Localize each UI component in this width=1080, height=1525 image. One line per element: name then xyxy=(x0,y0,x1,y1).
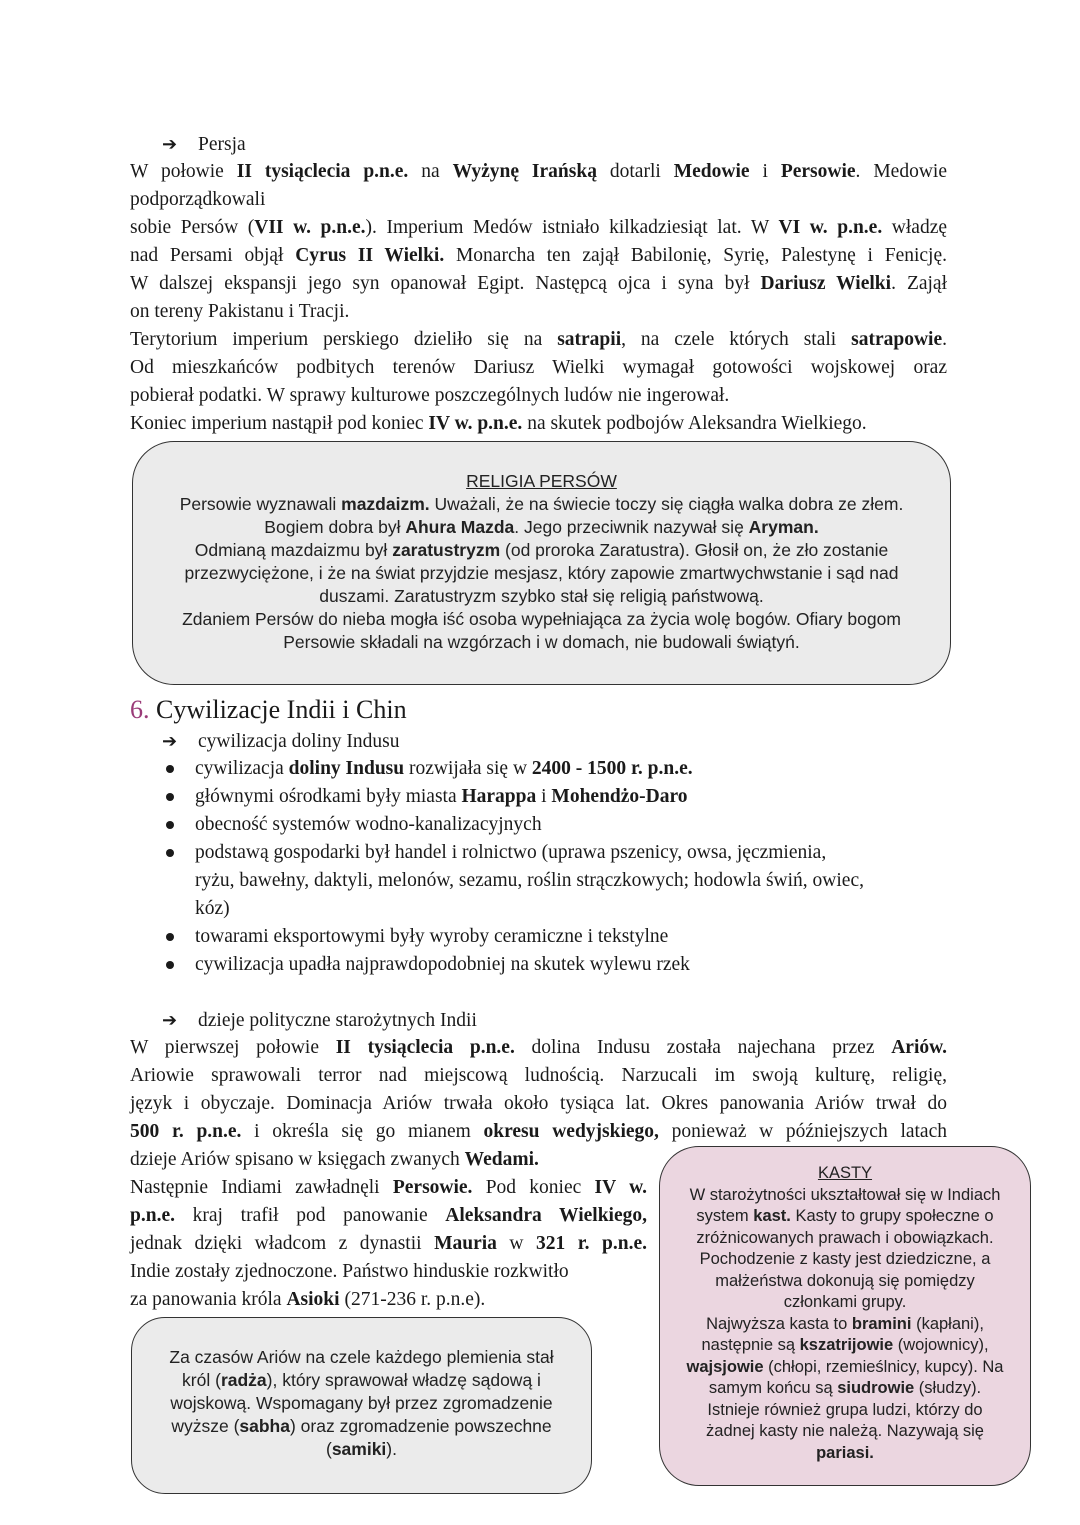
text-run: (od proroka Zaratustra). Głosił on, że zło zostanie xyxy=(500,540,889,560)
text-line xyxy=(130,214,947,242)
text-run: następnie są xyxy=(701,1336,800,1354)
bold-text: II tysiąclecia p.n.e. xyxy=(236,161,409,182)
box-line xyxy=(131,1392,592,1415)
box-line xyxy=(659,1400,1031,1422)
text-run: (wojownicy), xyxy=(893,1336,989,1354)
bold-text: siudrowie xyxy=(837,1379,915,1397)
bold-text: bramini xyxy=(851,1314,912,1333)
text-run: rozwijała się w xyxy=(404,758,532,779)
text-run: kóz) xyxy=(195,898,230,919)
text-run: Uważali, że na świecie toczy się ciągła walka dobra ze złem. xyxy=(429,494,904,514)
text-line xyxy=(130,326,947,354)
persia-heading xyxy=(162,130,246,159)
box-line xyxy=(132,539,951,562)
text-run: Bogiem dobra był xyxy=(264,517,406,537)
text-run: na skutek podbojów Aleksandra Wielkiego. xyxy=(522,413,867,434)
text-run: podstawą gospodarki był handel i rolnictwo (uprawa pszenicy, owsa, jęczmienia, xyxy=(195,842,827,863)
box-line xyxy=(132,585,951,608)
text-run: wyższe ( xyxy=(171,1416,240,1436)
text-run: W starożytności ukształtował się w Indiach xyxy=(689,1185,1001,1204)
text-run: przezwyciężone, i że na świat przyjdzie mesjasz, który zapowie zmartwychwstanie i sąd nad xyxy=(184,563,899,583)
text-run: samym końcu są xyxy=(708,1379,838,1397)
bold-text: p.n.e. xyxy=(130,1205,175,1226)
text-run: dotarli xyxy=(596,161,674,182)
bold-text: 2400 - 1500 r. p.n.e. xyxy=(531,758,693,779)
text-line xyxy=(130,242,947,270)
bold-text: VI w. p.n.e. xyxy=(778,217,883,238)
text-run: Pod koniec xyxy=(472,1177,595,1198)
text-run: . Zajął xyxy=(891,273,948,294)
text-run: Ariowie sprawowali terror nad miejscową ludnością. Narzucali im swoją kulturę, religię, xyxy=(130,1065,947,1086)
text-run: Indie zostały zjednoczone. Państwo hinduskie rozkwitło xyxy=(130,1261,569,1282)
text-run: język i obyczaje. Dominacja Ariów trwała około tysiąca lat. Okres panowania Ariów trwał do xyxy=(130,1093,947,1114)
text-line xyxy=(130,1286,485,1314)
text-run: Persowie składali na wzgórzach i w domach, nie budowali świątyń. xyxy=(283,632,800,652)
text-run: za panowania króla xyxy=(130,1289,287,1310)
text-line xyxy=(130,1202,647,1230)
text-line xyxy=(130,354,947,382)
bold-text: mazdaizm. xyxy=(341,494,430,514)
text-run: podporządkowali xyxy=(130,189,266,210)
text-line xyxy=(130,1146,539,1174)
text-run: pobierał podatki. W sprawy kulturowe poszczególnych ludów nie ingerował. xyxy=(130,385,730,406)
arrow-icon: ➔ xyxy=(162,731,178,751)
box-line xyxy=(659,1335,1031,1357)
text-run: Najwyższa kasta to xyxy=(706,1314,852,1333)
bold-text: kszatrijowie xyxy=(799,1336,894,1354)
text-line xyxy=(130,298,349,326)
text-run: ). xyxy=(386,1439,397,1459)
bold-text: Harappa xyxy=(461,786,537,807)
text-run: w xyxy=(496,1233,536,1254)
arrow-icon: ➔ xyxy=(162,1010,178,1030)
box-line xyxy=(131,1369,592,1392)
text-run: ryżu, bawełny, daktyli, melonów, sezamu, roślin strączkowych; hodowla świń, owiec, xyxy=(195,870,864,891)
bold-text: Asioki xyxy=(286,1289,340,1310)
list-item xyxy=(195,923,668,951)
text-run: W połowie xyxy=(130,161,237,182)
text-line xyxy=(130,186,265,214)
text-line xyxy=(130,1230,647,1258)
text-run: żadnej kasty nie należą. Nazywają się xyxy=(706,1422,984,1440)
text-run: Odmianą mazdaizmu był xyxy=(194,540,393,560)
text-run: on tereny Pakistanu i Tracji. xyxy=(130,301,350,322)
bold-text: 500 r. p.n.e. xyxy=(130,1121,242,1142)
box-line xyxy=(659,1206,1031,1228)
section-heading xyxy=(130,693,407,727)
bold-text: Aleksandra Wielkiego, xyxy=(445,1205,647,1226)
box-line xyxy=(659,1249,1031,1271)
bold-text: wajsjowie xyxy=(686,1357,764,1376)
persia-heading-text: Persja xyxy=(198,134,246,155)
bold-text: Dariusz Wielki xyxy=(760,273,892,294)
text-run: cywilizacja xyxy=(195,758,289,779)
bullet-icon xyxy=(166,821,174,829)
text-line xyxy=(130,1090,947,1118)
text-run: głównymi ośrodkami były miasta xyxy=(195,786,462,807)
box-line xyxy=(132,608,951,631)
text-run: W dalszej ekspansji jego syn opanował Egipt. Następcą ojca i syna był xyxy=(130,273,761,294)
text-run: Zdaniem Persów do nieba mogła iść osoba wypełniająca za życia wolę bogów. Ofiary bogom xyxy=(182,609,901,629)
text-run: ( xyxy=(325,1439,332,1459)
text-run: . xyxy=(942,329,947,350)
bold-text: sabha xyxy=(239,1416,290,1436)
text-run: (słudzy). xyxy=(914,1379,982,1397)
bold-text: zaratustryzm xyxy=(392,540,501,560)
text-run: (kapłani), xyxy=(911,1314,984,1333)
text-run: . Medowie xyxy=(855,161,947,182)
text-run: (chłopi, rzemieślnicy, kupcy). Na xyxy=(763,1357,1004,1376)
text-run: W pierwszej połowie xyxy=(130,1037,336,1058)
religion-box-title: RELIGIA PERSÓW xyxy=(466,471,617,491)
bold-text: Ariów. xyxy=(891,1037,947,1058)
list-item xyxy=(195,951,690,979)
box-line xyxy=(659,1185,1031,1207)
text-line xyxy=(130,1062,947,1090)
text-run: ). Imperium Medów istniało kilkadziesiąt lat. W xyxy=(365,217,779,238)
religion-box-content xyxy=(132,470,951,654)
list-item-continuation xyxy=(195,867,864,895)
castes-box-content xyxy=(659,1163,1031,1464)
text-run: Od mieszkańców podbitych terenów Dariusz Wielki wymagał gotowości wojskowej oraz xyxy=(130,357,947,378)
text-run: członkami grupy. xyxy=(783,1293,907,1311)
bold-text: Aryman. xyxy=(748,517,819,537)
bold-text: VII w. p.n.e. xyxy=(254,217,366,238)
bold-text: satrapowie xyxy=(851,329,943,350)
box-line xyxy=(659,1443,1031,1465)
aryans-box-content xyxy=(131,1346,592,1461)
list-item xyxy=(195,755,693,783)
text-run: kraj trafił pod panowanie xyxy=(174,1205,446,1226)
text-run: cywilizacja upadła najprawdopodobniej na skutek wylewu rzek xyxy=(195,954,690,975)
text-run: ponieważ w późniejszych latach xyxy=(658,1121,947,1142)
list-item-continuation xyxy=(195,895,230,923)
bold-text: Mauria xyxy=(434,1233,497,1254)
list-item xyxy=(195,811,542,839)
text-line xyxy=(130,1174,647,1202)
text-run: Koniec imperium nastąpił pod koniec xyxy=(130,413,429,434)
bold-text: Persowie. xyxy=(392,1177,473,1198)
indus-heading-text: cywilizacja doliny Indusu xyxy=(198,731,400,752)
text-line xyxy=(130,382,729,410)
text-run: król ( xyxy=(182,1370,221,1390)
bold-text: Cyrus II Wielki. xyxy=(295,245,445,266)
indus-heading xyxy=(162,727,399,756)
bullet-icon xyxy=(166,933,174,941)
text-run: Następnie Indiami zawładnęli xyxy=(130,1177,393,1198)
text-run: Pochodzenie z kasty jest dziedziczne, a xyxy=(699,1250,991,1268)
box-line xyxy=(131,1438,592,1461)
text-run: dzieje Ariów spisano w księgach zwanych xyxy=(130,1149,465,1170)
text-run: . Jego przeciwnik nazywał się xyxy=(514,517,749,537)
bullet-icon xyxy=(166,793,174,801)
text-run: ) oraz zgromadzenie powszechne xyxy=(289,1416,552,1436)
text-run: duszami. Zaratustryzm szybko stał się religią państwową. xyxy=(319,586,764,606)
text-run: Monarcha ten zajął Babilonię, Syrię, Palestynę i Fenicję. xyxy=(444,245,947,266)
bold-text: Medowie xyxy=(673,161,750,182)
box-line xyxy=(659,1357,1031,1379)
text-line xyxy=(130,270,947,298)
text-run: (271-236 r. p.n.e). xyxy=(339,1289,486,1310)
text-run: na xyxy=(408,161,453,182)
text-run: wojskową. Wspomagany był przez zgromadzenie xyxy=(170,1393,553,1413)
text-line xyxy=(130,1258,569,1286)
box-line xyxy=(659,1378,1031,1400)
text-run: władzę xyxy=(882,217,948,238)
bold-text: radża xyxy=(220,1370,267,1390)
bold-text: 321 r. p.n.e. xyxy=(536,1233,647,1254)
text-run: i xyxy=(536,786,552,807)
bold-text: kast. xyxy=(753,1207,791,1225)
politics-heading-text: dzieje polityczne starożytnych Indii xyxy=(198,1010,477,1031)
castes-box-title: KASTY xyxy=(817,1164,873,1182)
bold-text: II tysiąclecia p.n.e. xyxy=(335,1037,515,1058)
text-run: i określa się go mianem xyxy=(241,1121,484,1142)
box-line xyxy=(132,516,951,539)
bold-text: Wyżynę Irańską xyxy=(452,161,597,182)
box-line xyxy=(659,1271,1031,1293)
text-line xyxy=(130,158,947,186)
text-line xyxy=(130,1118,947,1146)
section-title: Cywilizacje Indii i Chin xyxy=(156,695,407,724)
bullet-icon xyxy=(166,849,174,857)
box-line xyxy=(131,1346,592,1369)
section-number: 6. xyxy=(130,695,150,724)
text-run: ), który sprawował władzę sądową i xyxy=(266,1370,541,1390)
text-run: , na czele których stali xyxy=(621,329,852,350)
bold-text: doliny Indusu xyxy=(288,758,405,779)
bold-text: samiki xyxy=(331,1439,387,1459)
list-item xyxy=(195,783,688,811)
text-run: system xyxy=(696,1207,754,1225)
text-run: Terytorium imperium perskiego dzieliło się na xyxy=(130,329,558,350)
box-line xyxy=(659,1314,1031,1336)
bold-text: Mohendżo-Daro xyxy=(551,786,688,807)
text-run: obecność systemów wodno-kanalizacyjnych xyxy=(195,814,542,835)
text-line xyxy=(130,1034,947,1062)
bold-text: IV w. p.n.e. xyxy=(428,413,523,434)
bold-text: okresu wedyjskiego, xyxy=(483,1121,659,1142)
box-line xyxy=(132,562,951,585)
text-run: i xyxy=(749,161,781,182)
box-line xyxy=(131,1415,592,1438)
text-run: sobie Persów ( xyxy=(130,217,255,238)
text-run: małżeństwa dokonują się pomiędzy xyxy=(715,1271,975,1290)
text-run: jednak dzięki władcom z dynastii xyxy=(130,1233,435,1254)
politics-heading xyxy=(162,1006,477,1035)
text-run: towarami eksportowymi były wyroby ceramiczne i tekstylne xyxy=(195,926,669,947)
box-line xyxy=(132,493,951,516)
bold-text: IV w. xyxy=(594,1177,647,1198)
text-run: zróżnicowanych prawach i obowiązkach. xyxy=(696,1228,994,1247)
box-line xyxy=(659,1421,1031,1443)
text-run: Persowie wyznawali xyxy=(179,494,342,514)
bold-text: Persowie xyxy=(780,161,856,182)
box-line xyxy=(659,1292,1031,1314)
text-run: dolina Indusu została najechana przez xyxy=(514,1037,892,1058)
bullet-icon xyxy=(166,765,174,773)
box-line xyxy=(132,631,951,654)
text-run: nad Persami objął xyxy=(130,245,296,266)
bold-text: pariasi. xyxy=(816,1443,874,1462)
bold-text: satrapii xyxy=(557,329,622,350)
bold-text: Wedami. xyxy=(464,1149,539,1170)
text-run: Istnieje również grupa ludzi, którzy do xyxy=(707,1400,983,1419)
list-item xyxy=(195,839,826,867)
box-line xyxy=(659,1228,1031,1250)
bold-text: Ahura Mazda xyxy=(405,517,515,537)
text-run: Za czasów Ariów na czele każdego plemienia stał xyxy=(169,1347,554,1367)
text-run: Kasty to grupy społeczne o xyxy=(790,1207,994,1225)
bullet-icon xyxy=(166,961,174,969)
text-line xyxy=(130,410,867,438)
arrow-icon: ➔ xyxy=(162,134,178,154)
